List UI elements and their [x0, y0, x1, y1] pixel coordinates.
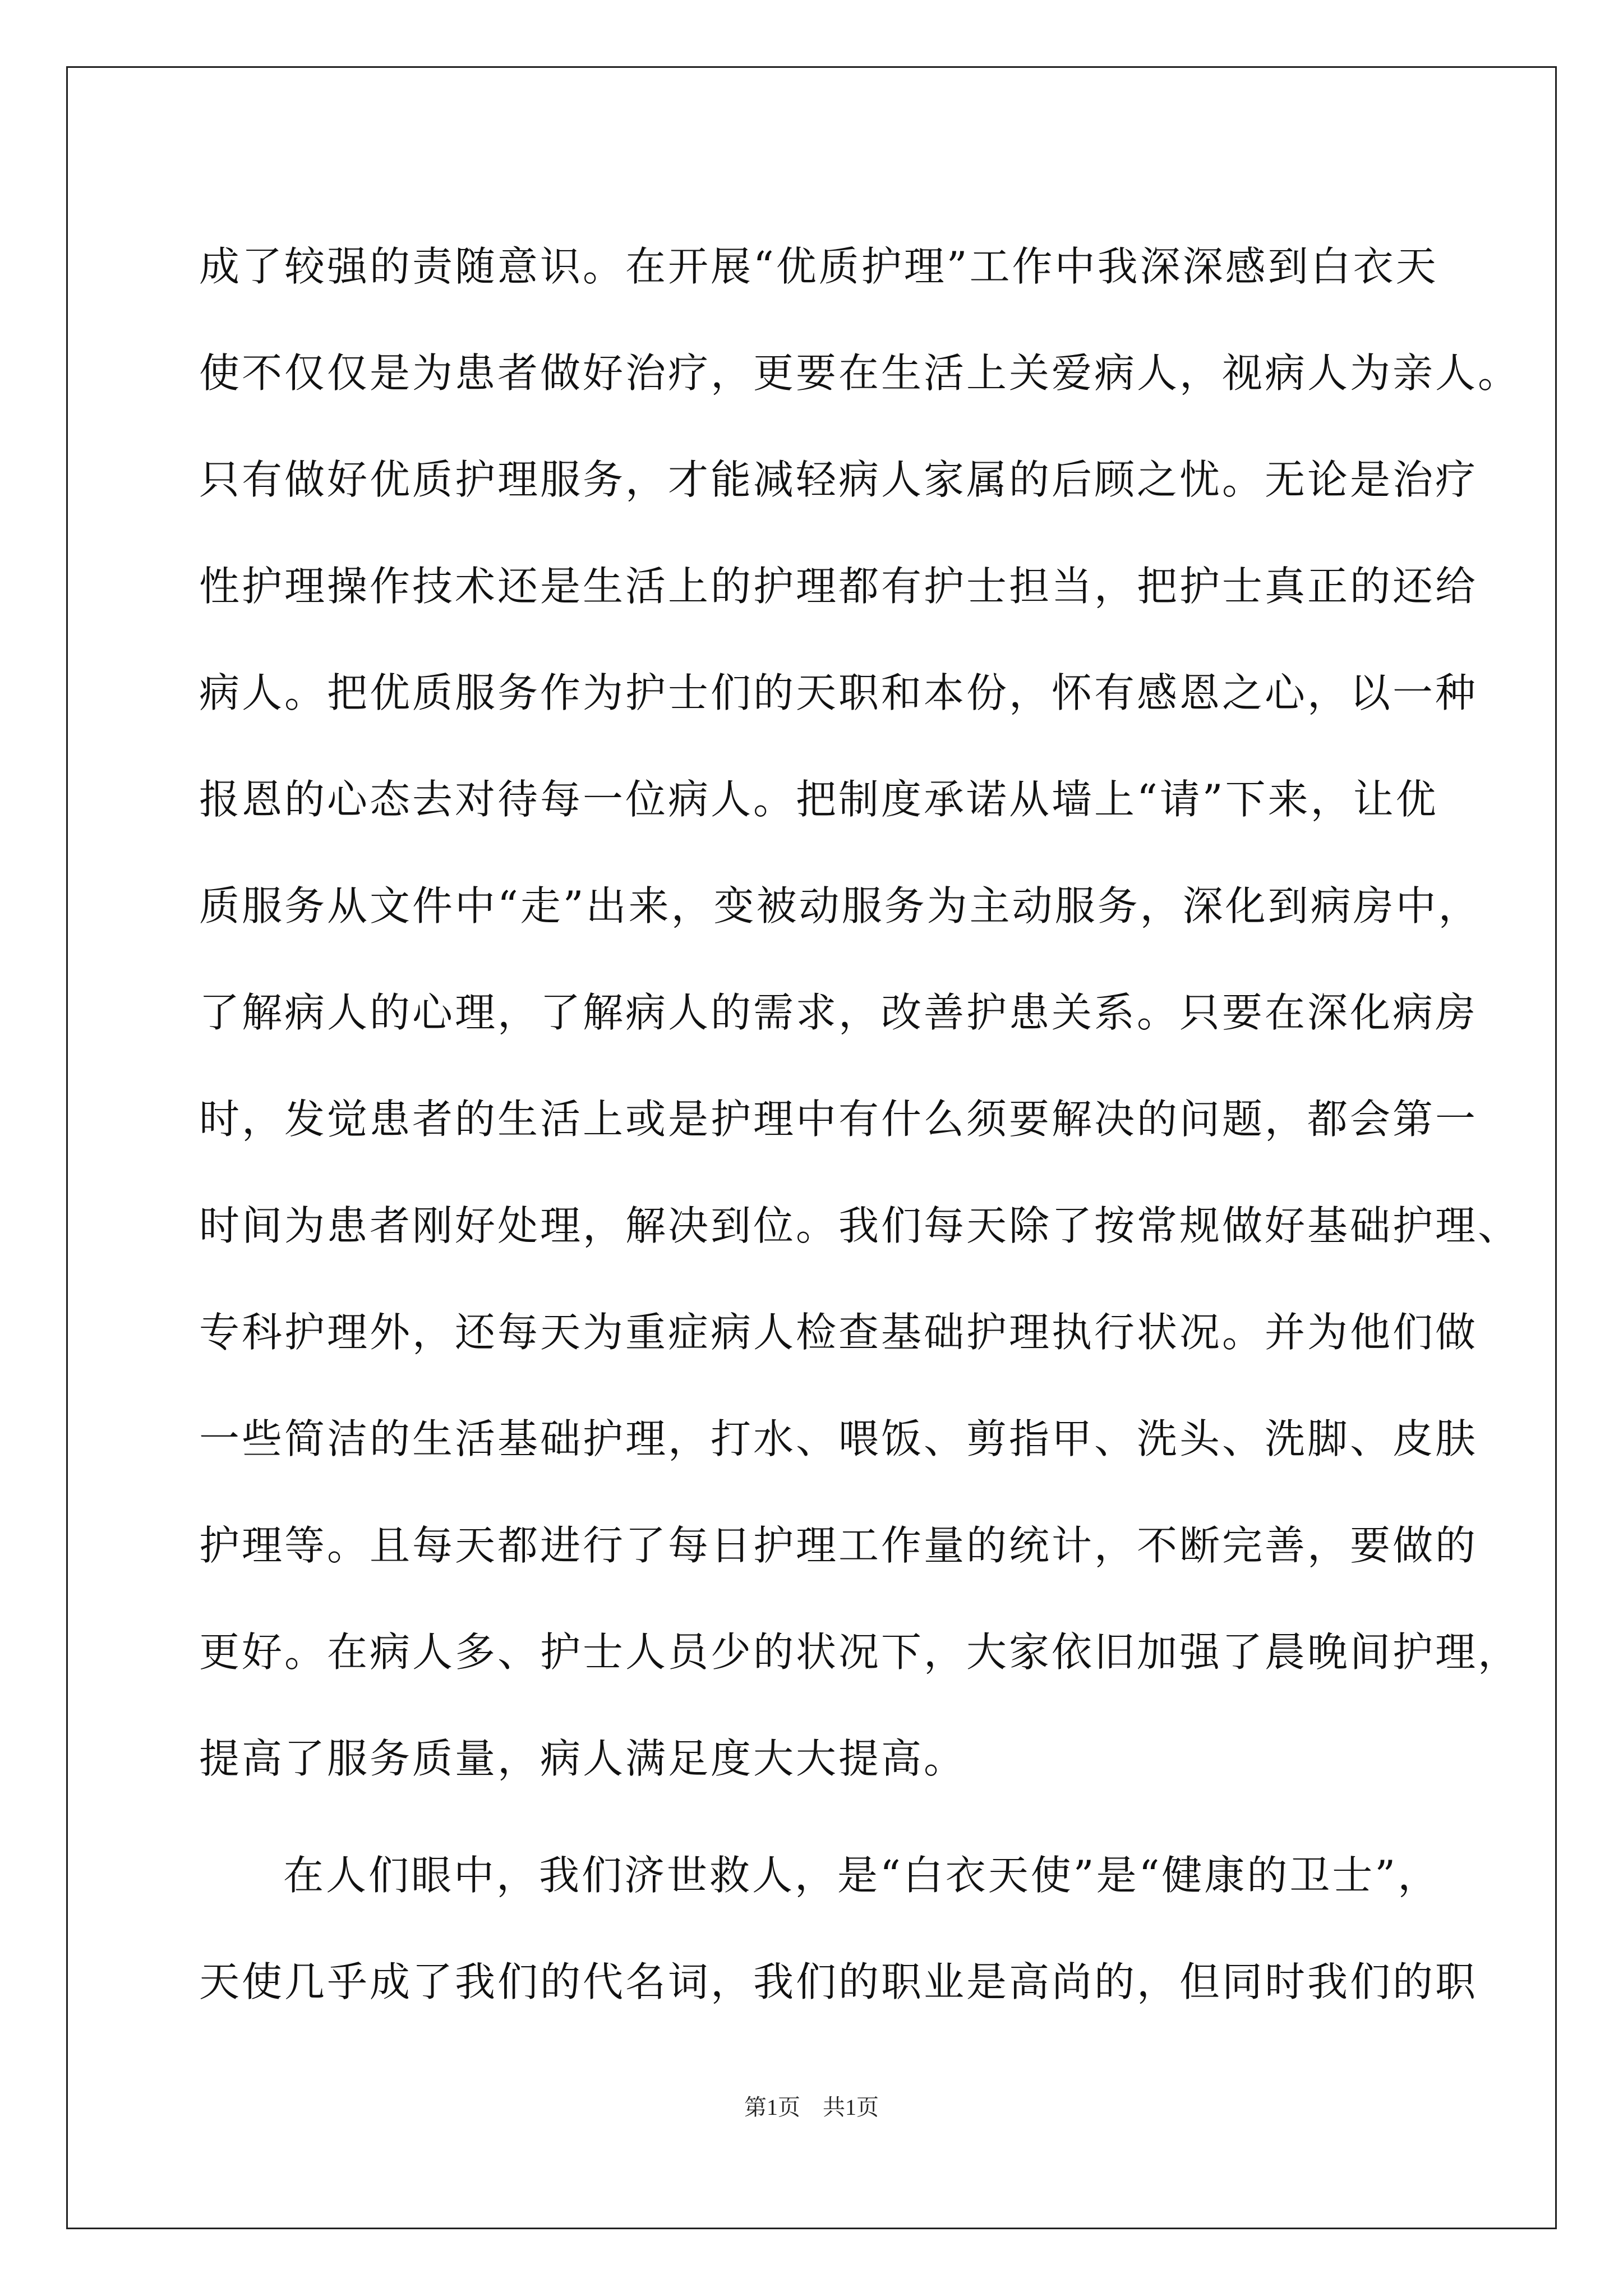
text-line: 使不仅仅是为患者做好治疗，更要在生活上关爱病人，视病人为亲人。: [199, 349, 1521, 397]
document-body: [199, 213, 1521, 2035]
page-footer: [0, 2090, 1623, 2122]
text-line: 报恩的心态去对待每一位病人。把制度承诺从墙上“请”下来，让优: [199, 776, 1438, 823]
text-line: 性护理操作技术还是生活上的护理都有护士担当，把护士真正的还给: [199, 563, 1478, 610]
text-line: 时间为患者刚好处理，解决到位。我们每天除了按常规做好基础护理、: [199, 1202, 1521, 1249]
text-line: 专科护理外，还每天为重症病人检查基础护理执行状况。并为他们做: [199, 1309, 1478, 1356]
text-line: 天使几乎成了我们的代名词，我们的职业是高尚的，但同时我们的职: [199, 1958, 1478, 2005]
text-line: 了解病人的心理，了解病人的需求，改善护患关系。只要在深化病房: [199, 989, 1478, 1036]
text-line: 成了较强的责随意识。在开展“优质护理”工作中我深深感到白衣天: [199, 243, 1438, 290]
text-line: 护理等。且每天都进行了每日护理工作量的统计，不断完善，要做的: [199, 1522, 1478, 1569]
text-line: 更好。在病人多、护士人员少的状况下，大家依旧加强了晨晚间护理，: [199, 1628, 1521, 1676]
text-line: 一些简洁的生活基础护理，打水、喂饭、剪指甲、洗头、洗脚、皮肤: [199, 1415, 1478, 1462]
text-line: 只有做好优质护理服务，才能减轻病人家属的后顾之忧。无论是治疗: [199, 456, 1478, 503]
page-number: 第1页: [744, 2095, 800, 2120]
text-line: 提高了服务质量，病人满足度大大提高。: [199, 1735, 967, 1782]
page-total: 共1页: [823, 2095, 879, 2120]
text-line-indented: 在人们眼中，我们济世救人，是“白衣天使”是“健康的卫士”，: [283, 1852, 1441, 1899]
text-line: 时，发觉患者的生活上或是护理中有什么须要解决的问题，都会第一: [199, 1096, 1478, 1143]
text-line: 质服务从文件中“走”出来，变被动服务为主动服务，深化到病房中，: [199, 882, 1481, 930]
text-line: 病人。把优质服务作为护士们的天职和本份，怀有感恩之心，以一种: [199, 669, 1478, 716]
